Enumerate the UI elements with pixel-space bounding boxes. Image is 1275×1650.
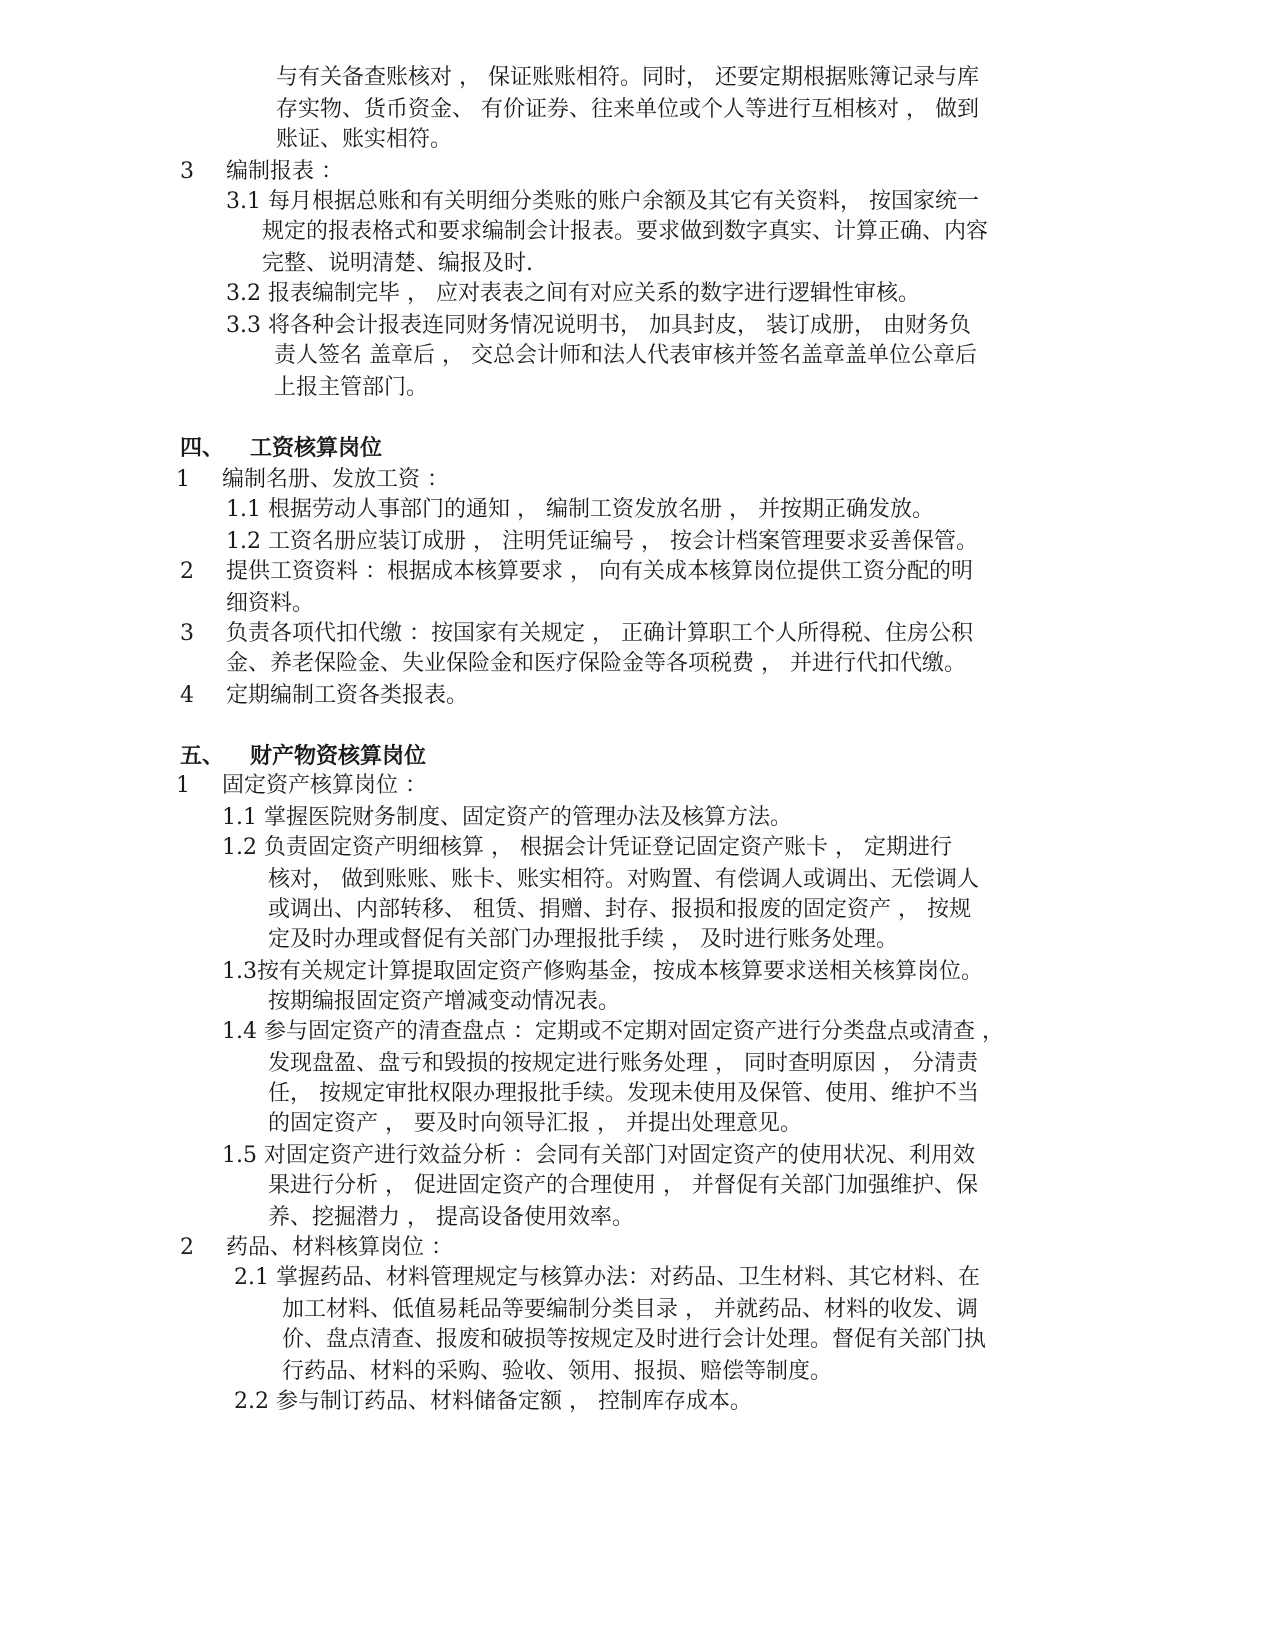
item-title: 编制报表 ： — [226, 159, 343, 184]
text-line: 与有关备查账核对 ， 保证账账相符。同时， 还要定期根据账簿记录与库 — [276, 65, 979, 90]
text-line: 3.1 每月根据总账和有关明细分类账的账户余额及其它有关资料， 按国家统一 — [226, 189, 979, 214]
text-line: 存实物、货币资金、 有价证券、往来单位或个人等进行互相核对 ， 做到 — [276, 97, 979, 122]
text-line: 1.5 对固定资产进行效益分析 ：会同有关部门对固定资产的使用状况、利用效 — [222, 1143, 975, 1168]
section-heading: 财产物资核算岗位 — [250, 743, 427, 769]
item-number: 2 — [180, 559, 194, 584]
text-line: 1.3按有关规定计算提取固定资产修购基金，按成本核算要求送相关核算岗位。 — [222, 959, 983, 984]
text-line: 果进行分析 ， 促进固定资产的合理使用 ， 并督促有关部门加强维护、保 — [268, 1173, 978, 1198]
text-line: 定期编制工资各类报表。 — [226, 683, 469, 708]
text-line: 负责各项代扣代缴 ：按国家有关规定 ， 正确计算职工个人所得税、住房公积 — [226, 621, 973, 646]
text-line: 发现盘盈、盘亏和毁损的按规定进行账务处理 ， 同时查明原因 ， 分清责 — [268, 1051, 978, 1076]
item-title: 固定资产核算岗位 ： — [222, 773, 427, 798]
text-line: 提供工资资料 ：根据成本核算要求 ， 向有关成本核算岗位提供工资分配的明 — [226, 559, 973, 584]
item-title: 药品、材料核算岗位 ： — [226, 1235, 453, 1260]
text-line: 定及时办理或督促有关部门办理报批手续 ， 及时进行账务处理。 — [268, 927, 898, 952]
item-number: 1 — [176, 773, 190, 798]
text-line: 规定的报表格式和要求编制会计报表。要求做到数字真实、计算正确、内容 — [262, 219, 989, 244]
item-number: 3 — [180, 621, 194, 646]
text-line: 2.2 参与制订药品、材料储备定额 ， 控制库存成本。 — [234, 1389, 752, 1414]
item-number: 1 — [176, 467, 190, 492]
text-line: 3.2 报表编制完毕 ， 应对表表之间有对应关系的数字进行逻辑性审核。 — [226, 281, 920, 306]
text-line: 价、盘点清查、报废和破损等按规定及时进行会计处理。督促有关部门执 — [282, 1327, 987, 1352]
text-line: 账证、账实相符。 — [276, 127, 453, 152]
section-number: 五、 — [180, 743, 225, 769]
text-line: 责人签名 盖章后 ， 交总会计师和法人代表审核并签名盖章盖单位公章后 — [274, 343, 977, 368]
text-line: 或调出、内部转移、 租赁、捐赠、封存、报损和报废的固定资产 ， 按规 — [268, 897, 971, 922]
section-number: 四、 — [180, 435, 225, 461]
text-line: 1.2 工资名册应装订成册 ， 注明凭证编号 ， 按会计档案管理要求妥善保管。 — [226, 529, 978, 554]
text-line: 3.3 将各种会计报表连同财务情况说明书， 加具封皮， 装订成册， 由财务负 — [226, 313, 971, 338]
text-line: 任， 按规定审批权限办理报批手续。发现未使用及保管、使用、维护不当 — [268, 1081, 979, 1106]
text-line: 1.1 根据劳动人事部门的通知 ， 编制工资发放名册 ， 并按期正确发放。 — [226, 497, 934, 522]
item-number: 2 — [180, 1235, 194, 1260]
text-line: 金、养老保险金、失业保险金和医疗保险金等各项税费 ， 并进行代扣代缴。 — [226, 651, 966, 676]
item-number: 4 — [180, 683, 194, 708]
item-number: 3 — [180, 159, 194, 184]
text-line: 1.2 负责固定资产明细核算 ， 根据会计凭证登记固定资产账卡 ， 定期进行 — [222, 835, 952, 860]
text-line: 2.1 掌握药品、材料管理规定与核算办法：对药品、卫生材料、其它材料、在 — [234, 1265, 980, 1290]
section-heading: 工资核算岗位 — [250, 435, 383, 461]
text-line: 上报主管部门。 — [274, 375, 429, 400]
text-line: 完整、说明清楚、编报及时. — [262, 251, 533, 276]
text-line: 养、挖掘潜力 ， 提高设备使用效率。 — [268, 1205, 634, 1230]
item-title: 编制名册、发放工资 ： — [222, 467, 449, 492]
text-line: 1.4 参与固定资产的清查盘点 ：定期或不定期对固定资产进行分类盘点或清查 ， — [222, 1019, 1004, 1044]
text-line: 1.1 掌握医院财务制度、固定资产的管理办法及核算方法。 — [222, 805, 792, 830]
text-line: 的固定资产 ， 要及时向领导汇报 ， 并提出处理意见。 — [268, 1111, 802, 1136]
text-line: 细资料。 — [226, 591, 315, 616]
text-line: 行药品、材料的采购、验收、领用、报损、赔偿等制度。 — [282, 1359, 833, 1384]
text-line: 核对， 做到账账、账卡、账实相符。对购置、有偿调人或调出、无偿调人 — [268, 867, 979, 892]
text-line: 加工材料、低值易耗品等要编制分类目录 ， 并就药品、材料的收发、调 — [282, 1297, 978, 1322]
text-line: 按期编报固定资产增减变动情况表。 — [268, 989, 621, 1014]
